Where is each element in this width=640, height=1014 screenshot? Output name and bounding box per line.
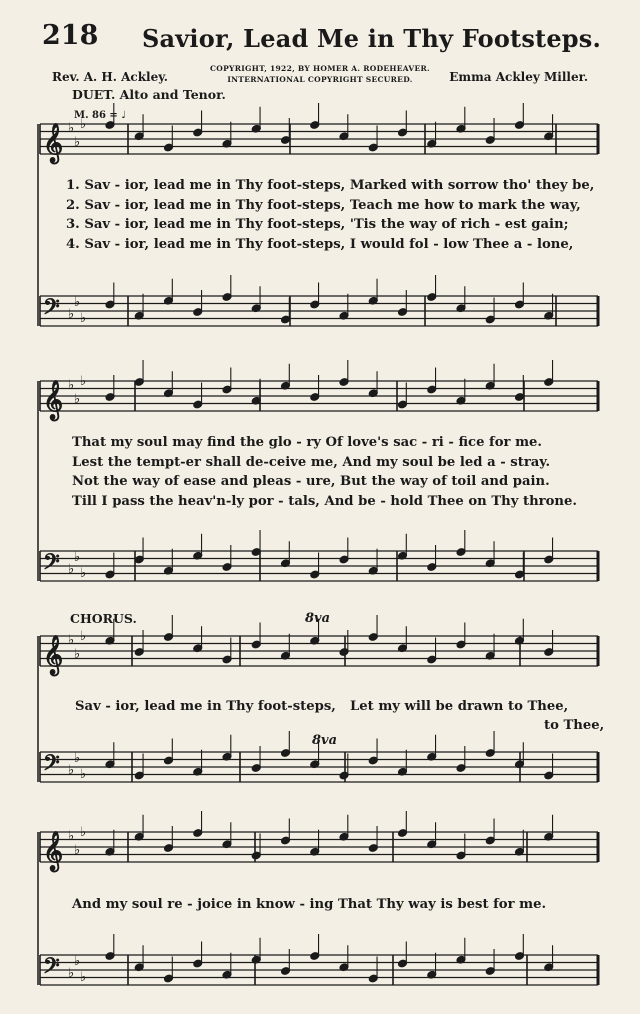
chorus-lyric-2: And my soul re - joice in know - ing That Thy way is best for me. [72,897,547,912]
flat-icon: ♭ [80,970,87,985]
treble-clef-icon: 𝄞 [43,380,64,420]
composer-credit: Emma Ackley Miller. [449,70,588,84]
ottava-marking-bass: 8va [312,733,338,748]
flat-icon: ♭ [80,374,87,389]
flat-icon: ♭ [68,562,75,577]
flat-icon: ♭ [80,117,87,132]
flat-icon: ♭ [68,633,75,648]
flat-icon: ♭ [74,550,81,565]
flat-icon: ♭ [80,629,87,644]
hymn-title: Savior, Lead Me in Thy Footsteps. [142,24,602,53]
ottava-marking-treble: 8va [305,611,331,626]
chorus-lyric-1c: to Thee, [544,718,605,733]
flat-icon: ♭ [80,767,87,782]
flat-icon: ♭ [74,647,81,662]
flat-icon: ♭ [80,311,87,326]
duet-instruction: DUET. Alto and Tenor. [72,87,226,102]
verse-3-line-1: 3. Sav - ior, lead me in Thy foot-steps, 'Tis the way of rich - est gain; [66,217,569,232]
copyright-line-1: COPYRIGHT, 1922, BY HOMER A. RODEHEAVER. [210,64,430,73]
bass-clef-icon: 𝄢 [43,954,60,984]
chorus-label: CHORUS. [70,611,137,626]
flat-icon: ♭ [74,295,81,310]
verse-2-line-1: 2. Sav - ior, lead me in Thy foot-steps, Teach me how to mark the way, [66,198,581,213]
flat-icon: ♭ [68,307,75,322]
bass-clef-icon: 𝄢 [43,295,60,325]
flat-icon: ♭ [80,566,87,581]
flat-icon: ♭ [68,378,75,393]
tempo-marking: M. 86 = ♩ [74,110,127,121]
treble-clef-icon: 𝄞 [43,831,64,871]
flat-icon: ♭ [74,751,81,766]
verse-1-line-1: 1. Sav - ior, lead me in Thy foot-steps, Marked with sorrow tho' they be, [66,178,595,193]
flat-icon: ♭ [68,121,75,136]
flat-icon: ♭ [68,829,75,844]
bass-clef-icon: 𝄢 [43,751,60,781]
verse-1-line-2: That my soul may find the glo - ry Of love's sac - ri - fice for me. [72,435,543,450]
flat-icon: ♭ [80,825,87,840]
treble-clef-icon: 𝄞 [43,635,64,675]
verse-2-line-2: Lest the tempt-er shall de-ceive me, And my soul be led a - stray. [72,455,551,470]
bass-clef-icon: 𝄢 [43,550,60,580]
flat-icon: ♭ [74,843,81,858]
verse-4-line-1: 4. Sav - ior, lead me in Thy foot-steps, I would fol - low Thee a - lone, [66,237,574,252]
flat-icon: ♭ [74,135,81,150]
chorus-lyric-1b: Let my will be drawn to Thee, [350,699,569,714]
flat-icon: ♭ [68,763,75,778]
hymn-number: 218 [42,20,99,51]
chorus-lyric-1a: Sav - ior, lead me in Thy foot-steps, [75,699,336,714]
copyright-line-2: INTERNATIONAL COPYRIGHT SECURED. [227,75,413,84]
flat-icon: ♭ [68,966,75,981]
author-credit: Rev. A. H. Ackley. [52,70,168,84]
treble-clef-icon: 𝄞 [43,123,64,163]
flat-icon: ♭ [74,954,81,969]
verse-4-line-2: Till I pass the heav'n-ly por - tals, And be - hold Thee on Thy throne. [72,494,577,509]
verse-3-line-2: Not the way of ease and pleas - ure, But the way of toil and pain. [72,474,550,489]
flat-icon: ♭ [74,392,81,407]
